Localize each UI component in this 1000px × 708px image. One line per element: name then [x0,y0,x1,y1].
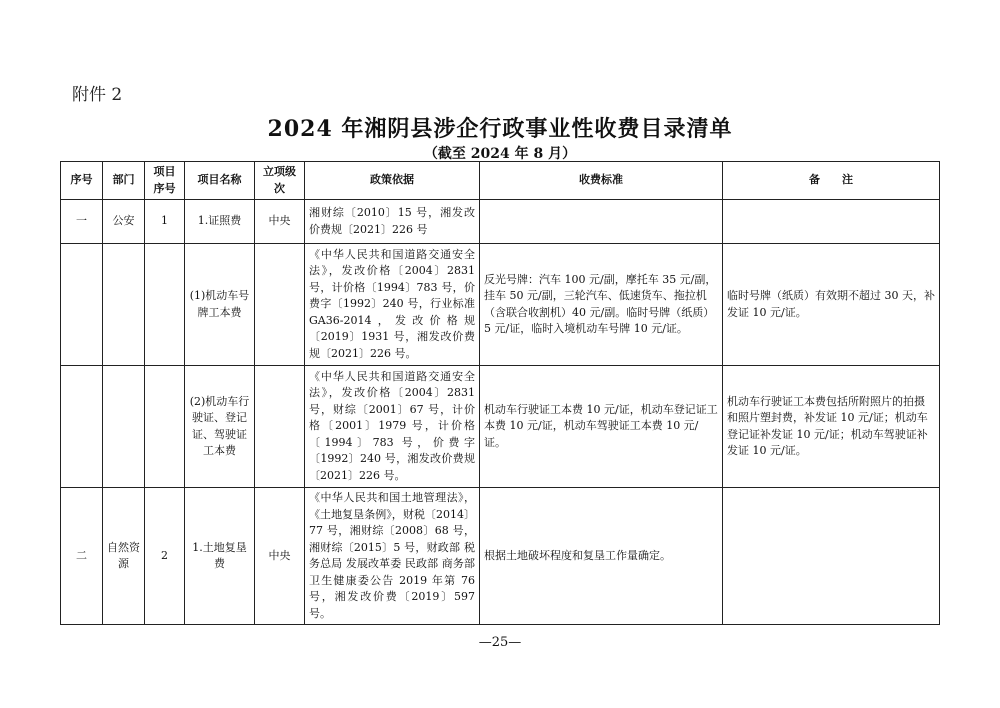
document-subtitle: （截至 2024 年 8 月） [423,146,577,162]
cell-basis: 《中华人民共和国道路交通安全法》，发改价格〔2004〕2831 号，计价格〔1994〕783 号，价费字〔1992〕240 号，行业标准 GA36-2014，发改价格规〔2019〕1931 号，湘发改价费规〔2021〕226 号。 [305,244,480,366]
cell-level [255,244,305,366]
cell-basis: 《中华人民共和国道路交通安全法》，发改价格〔2004〕2831 号，财综〔2001〕67 号，计价格〔2001〕1979 号，计价格〔1994〕783 号，价费字〔1992〕240 号，湘发改价费规〔2021〕226 号。 [305,366,480,488]
cell-dept [103,366,145,488]
page-number: —25— [478,635,522,650]
cell-item-no [145,244,185,366]
cell-standard: 机动车行驶证工本费 10 元/证，机动车登记证工本费 10 元/证，机动车驾驶证工本费 10 元/证。 [480,366,723,488]
cell-dept: 公安 [103,200,145,244]
fee-table [60,161,940,625]
cell-remark [723,200,940,244]
cell-basis: 《中华人民共和国土地管理法》，《土地复垦条例》，财税〔2014〕77 号，湘财综〔2008〕68 号，湘财综〔2015〕5 号，财政部 税务总局 发展改革委 民政部 商务部 卫生健康委公告 2019 年第 76 号，湘发改价费〔2019〕597 号。 [305,488,480,625]
cell-item-no [145,366,185,488]
header-name: 项目名称 [185,162,255,200]
table-header-row [61,162,940,200]
cell-standard: 反光号牌：汽车 100 元/副，摩托车 35 元/副，挂车 50 元/副，三轮汽车、低速货车、拖拉机（含联合收割机）40 元/副。临时号牌（纸质）5 元/证，临时入境机动车号牌 10 元/证。 [480,244,723,366]
cell-name: 1.证照费 [185,200,255,244]
cell-remark: 机动车行驶证工本费包括所附照片的拍摄和照片塑封费，补发证 10 元/证；机动车登记证补发证 10 元/证；机动车驾驶证补发证 10 元/证。 [723,366,940,488]
header-level: 立项级次 [255,162,305,200]
cell-level [255,366,305,488]
cell-remark [723,488,940,625]
cell-seq [61,244,103,366]
table-row [61,244,940,366]
table-row [61,366,940,488]
table-row [61,488,940,625]
cell-dept: 自然资源 [103,488,145,625]
cell-name: 1.土地复垦费 [185,488,255,625]
cell-name: (1)机动车号牌工本费 [185,244,255,366]
cell-item-no: 1 [145,200,185,244]
header-dept: 部门 [103,162,145,200]
header-remark: 备 注 [723,162,940,200]
cell-seq [61,366,103,488]
header-item-no: 项目序号 [145,162,185,200]
header-seq: 序号 [61,162,103,200]
cell-standard [480,200,723,244]
cell-name: (2)机动车行驶证、登记证、驾驶证工本费 [185,366,255,488]
cell-remark: 临时号牌（纸质）有效期不超过 30 天，补发证 10 元/证。 [723,244,940,366]
cell-item-no: 2 [145,488,185,625]
cell-seq: 一 [61,200,103,244]
header-standard: 收费标准 [480,162,723,200]
table-row [61,200,940,244]
document-title: 2024 年湘阴县涉企行政事业性收费目录清单 [267,116,733,142]
attachment-label: 附件 2 [72,85,123,105]
cell-standard: 根据土地破坏程度和复垦工作量确定。 [480,488,723,625]
cell-seq: 二 [61,488,103,625]
header-basis: 政策依据 [305,162,480,200]
cell-level: 中央 [255,200,305,244]
cell-dept [103,244,145,366]
cell-level: 中央 [255,488,305,625]
cell-basis: 湘财综〔2010〕15 号，湘发改价费规〔2021〕226 号 [305,200,480,244]
